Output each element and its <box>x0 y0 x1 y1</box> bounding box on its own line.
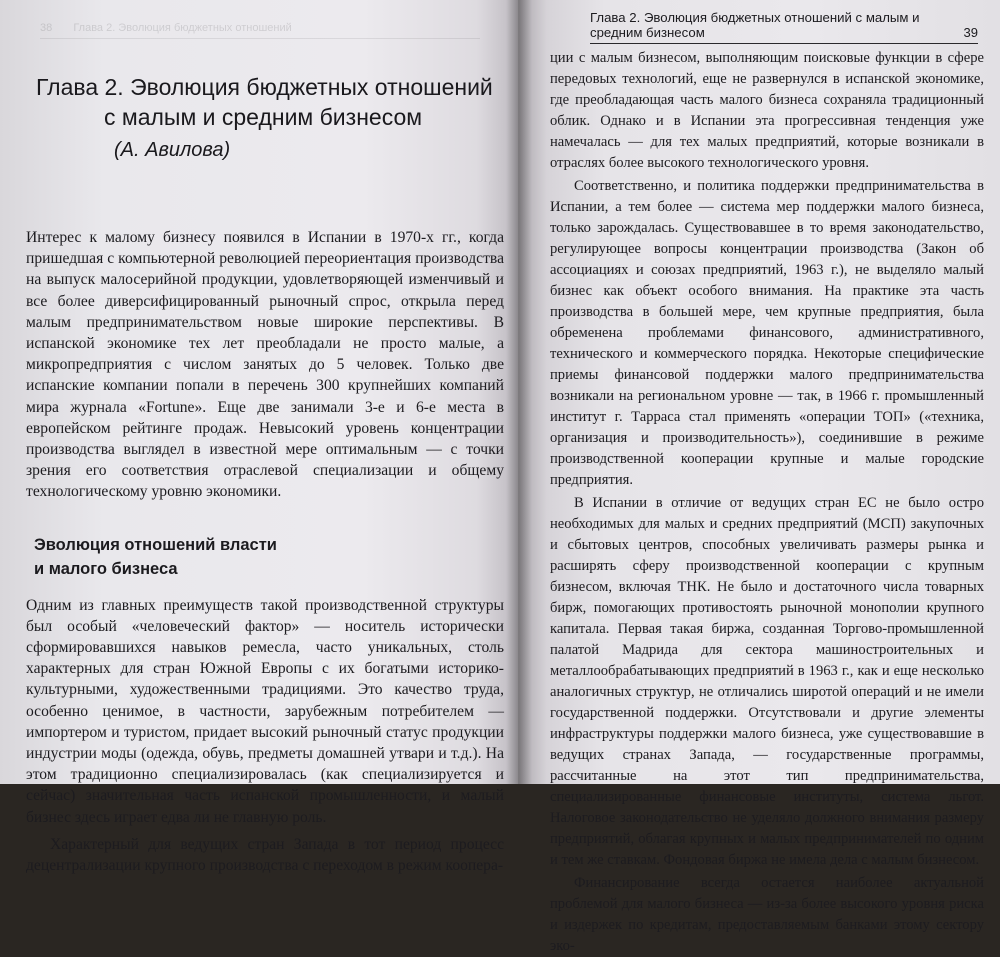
right-page <box>518 0 1000 954</box>
bleed-through-page-number: 38 <box>40 22 53 34</box>
section-title-line-1: Эволюция отношений власти <box>34 535 277 554</box>
book-gutter-shadow <box>506 0 532 784</box>
right-paragraph-1: ции с малым бизнесом, выполняющим поисковые функции в сфере передовых технологий, еще не развернулся в испанской экономике, где преобладающая часть малого бизнеса сохраняла традиционный облик. Однако и в Испании эта прогрессивная тенденция уже намечалась — для тех малых предприятий, которые возникали в отраслях более высокого технологического уровня. <box>550 50 984 171</box>
section-title-line-2: и малого бизнеса <box>34 559 178 578</box>
bleed-through-header <box>40 22 480 39</box>
running-header <box>590 10 978 44</box>
left-paragraph-2: Одним из главных преимуществ такой производственной структуры был особый «человеческий фактор» — носитель исторически сформировавшихся навыков ремесла, часто уникальных, столь характерных для стран Южной Европы с их богатыми историко-культурными, художественными традициями. Это качество труда, особенно ценимое, в частности, зарубежным потребителем — импортером и туристом, придает высокий рыночный статус продукции индустрии моды (одежда, обувь, предметы домашней утвари и т.д.). На этом традиционно специализировалась (как специализируется и сейчас) значительная часть испанской промышленности, и малый бизнес здесь играет едва ли не главную роль. <box>26 596 504 826</box>
chapter-author: (А. Авилова) <box>114 139 231 161</box>
bleed-through-header-text: Глава 2. Эволюция бюджетных отношений <box>73 22 292 34</box>
right-page-body <box>550 48 984 957</box>
right-paragraph-3: В Испании в отличие от ведущих стран ЕС не было остро необходимых для малых и средних предприятий (МСП) закупочных и сбытовых центров, способных увеличивать размеры рынка и расширять сферу производственной кооперации с крупным бизнесом, включая ТНК. Не было и достаточного числа товарных бирж, помогающих противостоять рыночной монополии крупного капитала. Первая такая биржа, созданная Торгово-промышленной палатой Мадрида для сектора машиностроительных и металлообрабатывающих предприятий в 1963 г., как и еще несколько аналогичных структур, не отличались широтой операций и не имели государственной поддержки. Отсутствовали и другие элементы инфраструктуры поддержки малого бизнеса, уже существовавшие в ведущих странах Запада, — государственные программы, рассчитанные на этот тип предпринимательства, специализированные финансовые институты, система льгот. Налоговое законодательство не уделяло должного внимания размеру предприятий, облагая крупных и малых предпринимателей по одним и тем же ставкам. Фондовая биржа не имела дела с малым бизнесом. <box>550 495 984 868</box>
left-page <box>0 0 518 875</box>
left-paragraph-1: Интерес к малому бизнесу появился в Испании в 1970-х гг., когда пришедшая с компьютерной революцией переориентация производства на выпуск малосерийной продукции, удовлетворяющей изменчивый и все более диверсифицированный рыночный спрос, открыла перед малым предпринимательством новые широкие перспективы. В испанской экономике тех лет преобладали не просто малые, а микропредприятия с числом занятых до 5 человек. Только две испанские компании попали в перечень 300 крупнейших компаний мира журнала «Fortune». Еще две занимали 3-е и 6-е места в европейском рейтинге продаж. Невысокий уровень концентрации производства выглядел в известной мере оптимальным — с точки зрения его соответствия отраслевой специализации и общему технологическому уровню экономики. <box>26 229 504 501</box>
right-paragraph-2: Соответственно, и политика поддержки предпринимательства в Испании, а тем более — система мер поддержки малого бизнеса, только зарождалась. Существовавшее в то время законодательство, регулирующее вопросы концентрации производства (Закон об ассоциациях и союзах предприятий, 1963 г.), не выделяло малый бизнес как объект особого внимания. На практике эта часть производства в большей мере, чем крупные предприятия, была обременена проблемами финансового, административного, технического и коммерческого порядка. Некоторые специфические приемы финансовой поддержки малого предпринимательства возникали на региональном уровне — так, в 1966 г. промышленный институт г. Тарраса стал применять «операции ТОП» («техника, организация и производительность»), соединившие в режиме производственной кооперации крупные и малые городские предприятия. <box>550 178 984 488</box>
running-header-title: Глава 2. Эволюция бюджетных отношений с малым и средним бизнесом <box>590 10 920 40</box>
section-title <box>34 533 504 581</box>
chapter-title <box>36 72 504 132</box>
chapter-title-line-2: с малым и средним бизнесом <box>104 104 423 130</box>
chapter-title-line-1: Глава 2. Эволюция бюджетных отношений <box>36 74 493 100</box>
right-paragraph-4: Финансирование всегда остается наиболее актуальной проблемой для малого бизнеса — из-за более высокого уровня риска и издержек по кредитам, предоставляемым банками этому сектору эко- <box>550 875 984 954</box>
page-number: 39 <box>963 25 978 40</box>
left-paragraph-3: Характерный для ведущих стран Запада в тот период процесс децентрализации крупного производства с переходом в режим коопера- <box>26 835 504 875</box>
